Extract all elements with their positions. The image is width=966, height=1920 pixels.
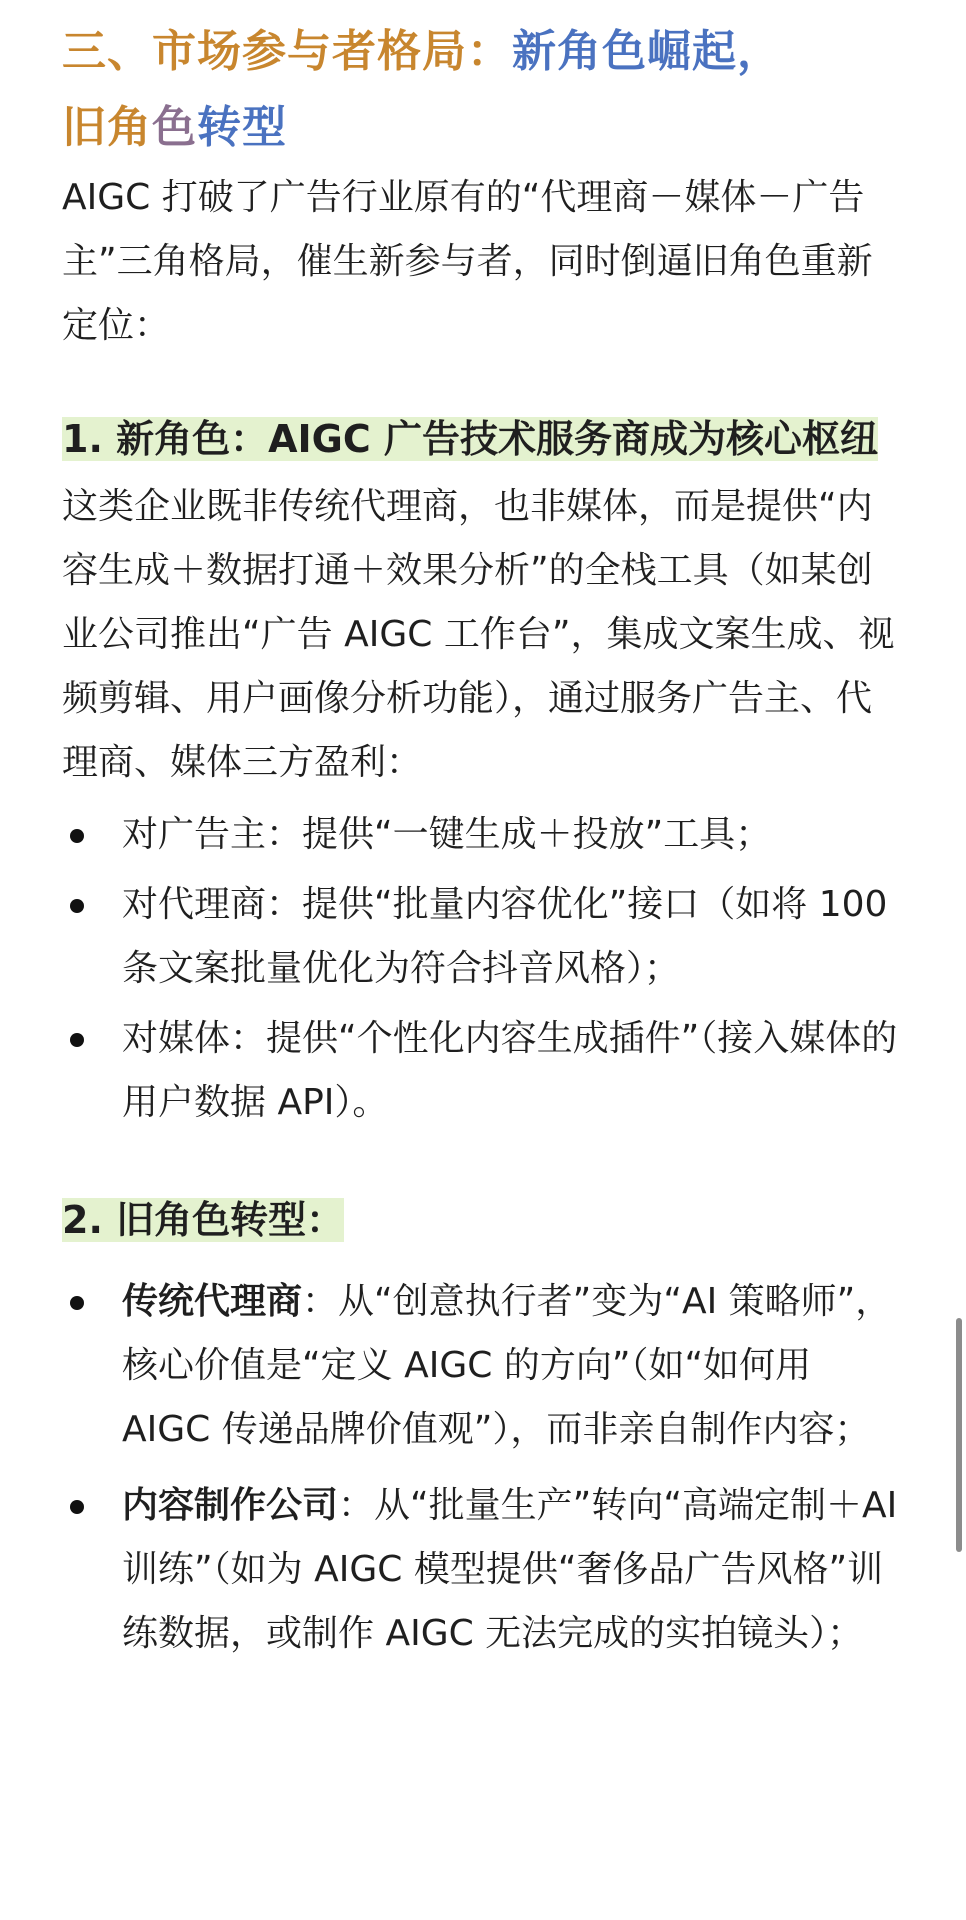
section-heading xyxy=(62,14,902,166)
intro-paragraph: AIGC 打破了广告行业原有的“代理商－媒体－广告主”三角格局，催生新参与者，同时倒逼旧角色重新定位： xyxy=(62,177,873,346)
heading-part-3b: 色 xyxy=(152,102,197,153)
article-content xyxy=(62,0,902,1678)
bullet-lead: 内容制作公司 xyxy=(122,1485,339,1526)
bullet-dot-icon xyxy=(70,829,84,843)
bullet-dot-icon xyxy=(70,1033,84,1047)
bullet-text: 对媒体：提供“个性化内容生成插件”（接入媒体的用户数据 API）。 xyxy=(122,1018,898,1123)
scrollbar-thumb[interactable] xyxy=(956,1318,962,1552)
subheading-new-roles: 1. 新角色：AIGC 广告技术服务商成为核心枢纽 xyxy=(62,417,878,461)
subheading-1-wrap xyxy=(62,404,902,475)
bullet-text: ：从“批量生产”转向“高端定制＋AI 训练”（如为 AIGC 模型提供“奢侈品广告风格”训练数据，或制作 AIGC 无法完成的实拍镜头）； xyxy=(122,1485,898,1654)
list-item xyxy=(62,1474,902,1666)
section1-paragraph: 这类企业既非传统代理商，也非媒体，而是提供“内容生成＋数据打通＋效果分析”的全栈工具（如某创业公司推出“广告 AIGC 工作台”，集成文案生成、视频剪辑、用户画像分析功能），通过服务广告主、代理商、媒体三方盈利： xyxy=(62,486,895,783)
subheading-2-wrap xyxy=(62,1185,902,1256)
bullet-lead: 传统代理商 xyxy=(122,1281,303,1322)
bullet-text: 对代理商：提供“批量内容优化”接口（如将 100 条文案批量优化为符合抖音风格）； xyxy=(122,884,888,989)
bullet-dot-icon xyxy=(70,899,84,913)
subheading-old-roles: 2. 旧角色转型： xyxy=(62,1198,345,1242)
bullet-dot-icon xyxy=(70,1296,84,1310)
list-item xyxy=(62,873,902,1001)
list-item xyxy=(62,803,902,867)
heading-part-3a: 旧角 xyxy=(62,102,152,153)
bullet-dot-icon xyxy=(70,1500,84,1514)
list-item xyxy=(62,1007,902,1135)
section2-bullet-list xyxy=(62,1270,902,1666)
bullet-text: ：从“创意执行者”变为“AI 策略师”，核心价值是“定义 AIGC 的方向”（如“如何用 AIGC 传递品牌价值观”），而非亲自制作内容； xyxy=(122,1281,892,1450)
heading-part-1: 三、市场参与者格局： xyxy=(62,26,512,77)
heading-part-2: 新角色崛起， xyxy=(512,26,782,77)
bullet-text: 对广告主：提供“一键生成＋投放”工具； xyxy=(122,814,772,855)
heading-part-3c: 转型 xyxy=(197,102,287,153)
section1-bullet-list xyxy=(62,803,902,1135)
list-item xyxy=(62,1270,902,1462)
